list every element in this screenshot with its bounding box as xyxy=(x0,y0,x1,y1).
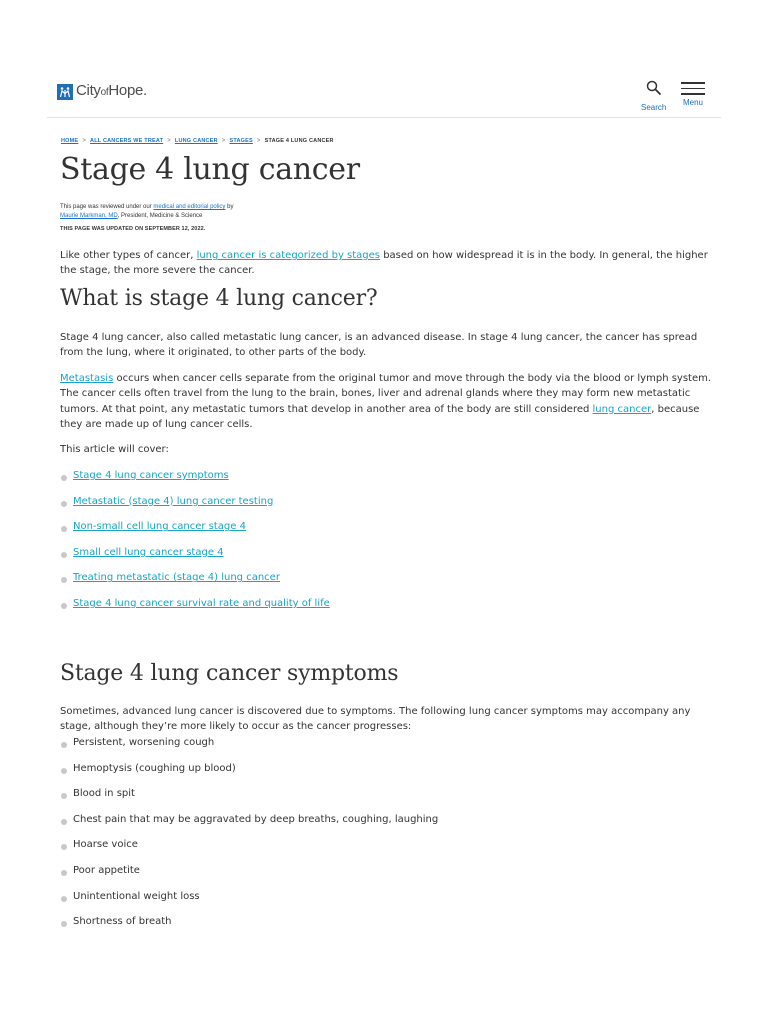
list-item xyxy=(60,521,330,547)
symptoms-list xyxy=(60,737,438,942)
breadcrumb-current: STAGE 4 LUNG CANCER xyxy=(264,138,334,144)
logo-mark-icon xyxy=(57,84,73,100)
reviewer-link[interactable]: Maurie Markman, MD xyxy=(60,212,118,219)
stages-link[interactable]: lung cancer is categorized by stages xyxy=(196,250,381,261)
breadcrumb-home[interactable]: HOME xyxy=(61,138,79,144)
list-item: Poor appetite xyxy=(60,865,438,891)
toc-link-symptoms[interactable]: Stage 4 lung cancer symptoms xyxy=(73,470,229,481)
list-item: Hemoptysis (coughing up blood) xyxy=(60,763,438,789)
hamburger-icon xyxy=(681,82,705,95)
site-header xyxy=(47,74,721,118)
breadcrumb-all-cancers[interactable]: ALL CANCERS WE TREAT xyxy=(90,138,164,144)
section-heading-what-is: What is stage 4 lung cancer? xyxy=(60,286,378,311)
metastasis-paragraph: Metastasis occurs when cancer cells separate from the original tumor and move through the body via the blood or lymph system. The cancer cells often travel from the lung to the brain, bones, liver and adrenal glands where they may form new metastatic tumors. At that point, any metastatic tumors that develop in another area of the body are still considered lung cancer, because they are made up of lung cancer cells. xyxy=(60,373,712,430)
intro-paragraph: Like other types of cancer, lung cancer is categorized by stages based on how widespread it is in the body. In general, the higher the stage, the more severe the cancer. xyxy=(60,250,708,277)
breadcrumb-separator: > xyxy=(221,138,226,144)
list-item xyxy=(60,598,330,624)
search-icon xyxy=(646,80,662,100)
toc-link-treating[interactable]: Treating metastatic (stage 4) lung cancer xyxy=(73,572,280,584)
editorial-policy-link[interactable]: medical and editorial policy xyxy=(153,204,226,210)
toc-link-testing[interactable]: Metastatic (stage 4) lung cancer testing xyxy=(73,495,274,507)
definition-paragraph: Stage 4 lung cancer, also called metastatic lung cancer, is an advanced disease. In stage 4 lung cancer, the cancer has spread from the lung, where it originated, to other parts of the body. xyxy=(60,332,698,359)
search-button[interactable] xyxy=(641,80,666,112)
list-item xyxy=(60,547,330,573)
symptoms-intro: Sometimes, advanced lung cancer is discovered due to symptoms. The following lung cancer symptoms may accompany any stage, although they’re more likely to occur as the cancer progresses: xyxy=(60,706,691,733)
toc-list xyxy=(60,470,330,624)
list-item xyxy=(60,470,330,496)
list-item: Chest pain that may be aggravated by deep breaths, coughing, laughing xyxy=(60,814,438,840)
menu-label: Menu xyxy=(682,98,703,107)
breadcrumb-separator: > xyxy=(256,138,261,144)
menu-button[interactable] xyxy=(681,80,705,107)
logo-text: CityofHope. xyxy=(76,82,147,99)
breadcrumb-separator: > xyxy=(82,138,87,144)
review-note: This page was reviewed under our medical and editorial policy by Maurie Markman, MD, President, Medicine & Science xyxy=(60,204,234,219)
list-item: Shortness of breath xyxy=(60,916,438,942)
list-item xyxy=(60,496,330,522)
updated-date: THIS PAGE WAS UPDATED ON SEPTEMBER 12, 2022. xyxy=(60,226,206,232)
list-item: Blood in spit xyxy=(60,788,438,814)
cover-intro: This article will cover: xyxy=(60,444,169,455)
page-title: Stage 4 lung cancer xyxy=(60,152,360,187)
toc-link-nsclc[interactable]: Non-small cell lung cancer stage 4 xyxy=(73,521,246,533)
list-item: Persistent, worsening cough xyxy=(60,737,438,763)
lung-cancer-link[interactable]: lung cancer xyxy=(592,403,652,415)
breadcrumb-lung-cancer[interactable]: LUNG CANCER xyxy=(174,138,218,144)
list-item xyxy=(60,572,330,598)
list-item: Unintentional weight loss xyxy=(60,891,438,917)
breadcrumb-stages[interactable]: STAGES xyxy=(229,138,253,144)
metastasis-link[interactable]: Metastasis xyxy=(60,373,114,384)
breadcrumb-separator: > xyxy=(167,138,171,144)
list-item: Hoarse voice xyxy=(60,839,438,865)
section-heading-symptoms: Stage 4 lung cancer symptoms xyxy=(60,661,399,686)
toc-link-sclc[interactable]: Small cell lung cancer stage 4 xyxy=(73,546,224,558)
search-label: Search xyxy=(641,103,667,112)
toc-link-survival[interactable]: Stage 4 lung cancer survival rate and quality of life xyxy=(73,597,330,609)
breadcrumb xyxy=(61,138,334,144)
city-of-hope-logo[interactable] xyxy=(57,83,147,101)
